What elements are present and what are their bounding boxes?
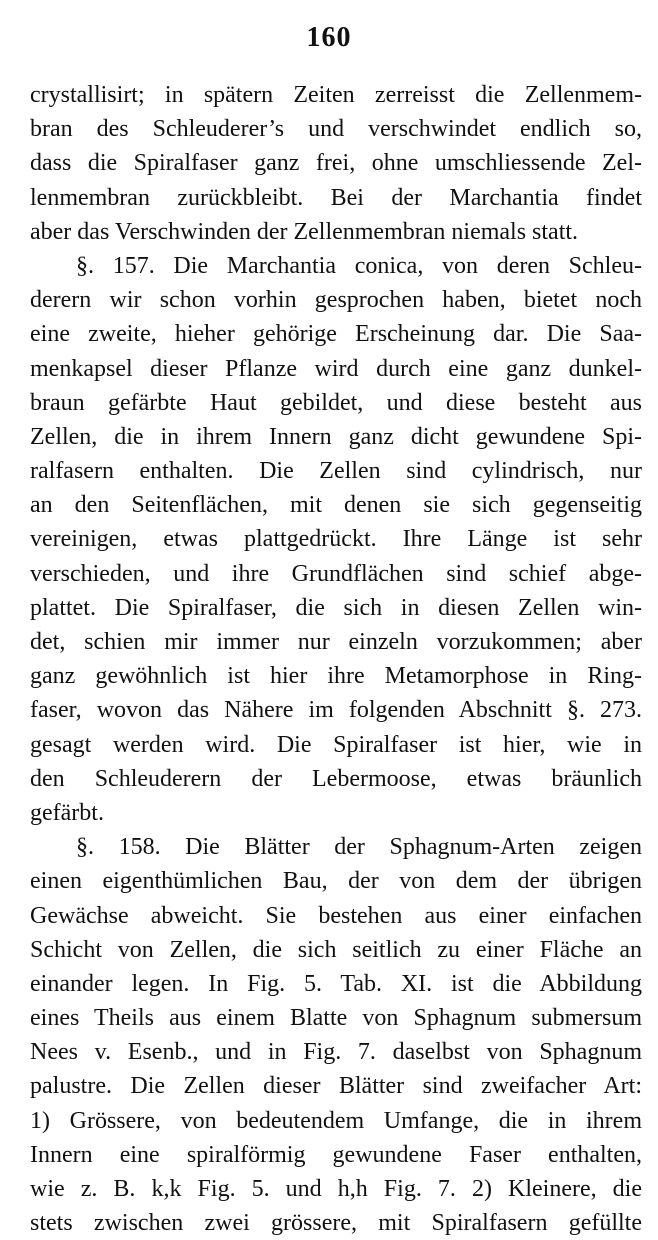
text-line: Zellen, die in ihrem Innern ganz dicht gewundene Spi-	[30, 423, 642, 450]
text-line: ganz gewöhnlich ist hier ihre Metamorphose in Ring-	[30, 663, 642, 690]
text-line: Nees v. Esenb., und in Fig. 7. daselbst von Sphagnum	[30, 1039, 642, 1066]
text-line: faser, wovon das Nähere im folgenden Abschnitt §. 273.	[30, 697, 642, 724]
text-line: bran des Schleuderer’s und verschwindet endlich so,	[30, 116, 642, 143]
text-line: stets zwischen zwei grössere, mit Spiralfasern gefüllte	[30, 1210, 642, 1237]
text-line: plattet. Die Spiralfaser, die sich in diesen Zellen win-	[30, 594, 642, 621]
text-line: menkapsel dieser Pflanze wird durch eine ganz dunkel-	[30, 355, 642, 382]
text-line: Innern eine spiralförmig gewundene Faser enthalten,	[30, 1141, 642, 1168]
text-line: lenmembran zurückbleibt. Bei der Marchantia findet	[30, 184, 642, 211]
text-line: einen eigenthümlichen Bau, der von dem der übrigen	[30, 868, 642, 895]
text-line: ralfasern enthalten. Die Zellen sind cylindrisch, nur	[30, 458, 642, 485]
text-line: den Schleuderern der Lebermoose, etwas bräunlich	[30, 765, 642, 792]
text-line: det, schien mir immer nur einzeln vorzukommen; aber	[30, 629, 642, 655]
text-line: palustre. Die Zellen dieser Blätter sind zweifacher Art:	[30, 1073, 642, 1100]
text-line: aber das Verschwinden der Zellenmembran niemals statt.	[30, 218, 579, 245]
text-line: eines Theils aus einem Blatte von Sphagnum submersum	[30, 1005, 642, 1032]
text-line: an den Seitenflächen, mit denen sie sich gegenseitig	[30, 492, 642, 519]
text-line: dass die Spiralfaser ganz frei, ohne umschliessende Zel-	[30, 150, 642, 177]
text-line: braun gefärbte Haut gebildet, und diese besteht aus	[30, 389, 642, 416]
section-157-heading-line: §. 157. Die Marchantia conica, von deren Schleu-	[76, 252, 642, 279]
text-line: einander legen. In Fig. 5. Tab. XI. ist die Abbildung	[30, 970, 642, 997]
text-line: derern wir schon vorhin gesprochen haben, bietet noch	[30, 287, 642, 314]
text-line: vereinigen, etwas plattgedrückt. Ihre Länge ist sehr	[30, 526, 642, 553]
text-line: 1) Grössere, von bedeutendem Umfange, die in ihrem	[30, 1107, 642, 1134]
body-text	[30, 78, 642, 1240]
text-line: Gewächse abweicht. Sie bestehen aus einer einfachen	[30, 902, 642, 929]
text-line: wie z. B. k,k Fig. 5. und h,h Fig. 7. 2) Kleinere, die	[30, 1176, 642, 1202]
text-line: gesagt werden wird. Die Spiralfaser ist hier, wie in	[30, 731, 642, 758]
text-line: crystallisirt; in spätern Zeiten zerreisst die Zellenmem-	[30, 82, 642, 108]
page-number: 160	[306, 22, 352, 53]
text-line: verschieden, und ihre Grundflächen sind schief abge-	[30, 560, 642, 587]
text-line: Schicht von Zellen, die sich seitlich zu einer Fläche an	[30, 936, 642, 963]
text-line: eine zweite, hieher gehörige Erscheinung dar. Die Saa-	[30, 321, 642, 348]
section-158-heading-line: §. 158. Die Blätter der Sphagnum-Arten zeigen	[76, 834, 642, 861]
text-line: gefärbt.	[30, 799, 104, 826]
